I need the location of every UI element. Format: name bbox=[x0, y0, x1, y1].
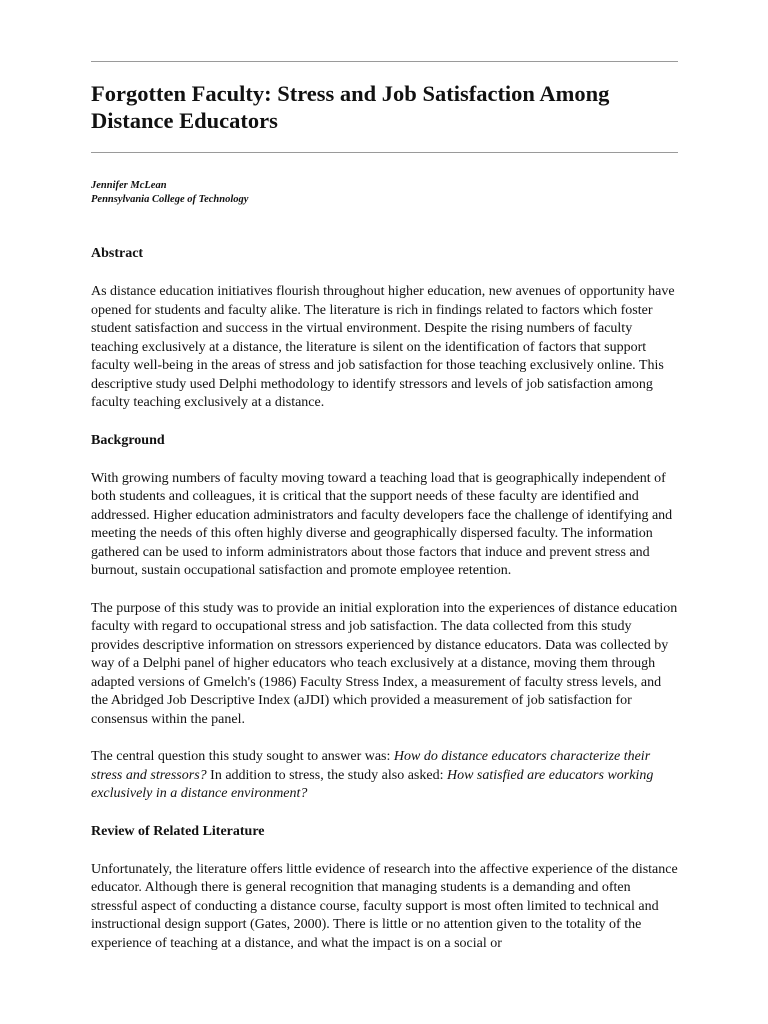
background-paragraph-3 bbox=[91, 748, 678, 804]
background-paragraph-2: The purpose of this study was to provide an initial exploration into the experiences of distance education faculty with regard to occupational stress and job satisfaction. The data collected from this study provides descriptive information on stressors experienced by distance educators. Data was collected by way of a Delphi panel of higher educators who teach exclusively at a distance, moving them through adapted versions of Gmelch's (1986) Faculty Stress Index, a measurement of faculty stress levels, and the Abridged Job Descriptive Index (aJDI) which provided a measurement of job satisfaction for consensus within the panel. bbox=[91, 600, 678, 727]
review-heading: Review of Related Literature bbox=[91, 823, 265, 839]
top-divider bbox=[91, 61, 678, 62]
document-title: Forgotten Faculty: Stress and Job Satisfaction Among Distance Educators bbox=[91, 81, 610, 133]
additional-question-lead: In addition to stress, the study also asked: bbox=[206, 767, 447, 783]
research-question-1: How do distance educators characterize their stress and stressors? bbox=[91, 749, 651, 783]
background-paragraph-1: With growing numbers of faculty moving toward a teaching load that is geographically independent of both students and colleagues, it is critical that the support needs of these faculty are identified and addressed. Higher education administrators and faculty developers face the challenge of identifying and meeting the needs of this often highly diverse and geographically dispersed faculty. The information gathered can be used to inform administrators about those factors that induce and prevent stress and burnout, sustain occupational satisfaction and promote employee retention. bbox=[91, 470, 673, 578]
abstract-text: As distance education initiatives flourish throughout higher education, new avenues of opportunity have opened for students and faculty alike. The literature is rich in findings related to factors which foster student satisfaction and success in the virtual environment. Despite the rising numbers of faculty teaching exclusively at a distance, the literature is silent on the identification of factors that support faculty well-being in the areas of stress and job satisfaction for those teaching exclusively online. This descriptive study used Delphi methodology to identify stressors and levels of job satisfaction among faculty teaching exclusively at a distance. bbox=[91, 284, 675, 410]
review-paragraph: Unfortunately, the literature offers little evidence of research into the affective experience of the distance educator. Although there is general recognition that managing students is a demanding and often stressful aspect of conducting a distance course, faculty support is most often limited to technical and instructional design support (Gates, 2000). There is little or no attention given to the totality of the experience of teaching at a distance, and what the impact is on a social or bbox=[91, 861, 678, 951]
title-divider bbox=[91, 152, 678, 153]
author-name: Jennifer McLean bbox=[91, 180, 167, 191]
abstract-heading: Abstract bbox=[91, 246, 144, 261]
research-question-2: How satisfied are educators working exclusively in a distance environment? bbox=[91, 767, 654, 801]
author-block bbox=[91, 179, 678, 207]
document-page bbox=[91, 0, 678, 953]
background-heading: Background bbox=[91, 432, 165, 448]
author-affiliation: Pennsylvania College of Technology bbox=[91, 194, 249, 205]
central-question-lead: The central question this study sought to answer was: bbox=[91, 749, 394, 764]
